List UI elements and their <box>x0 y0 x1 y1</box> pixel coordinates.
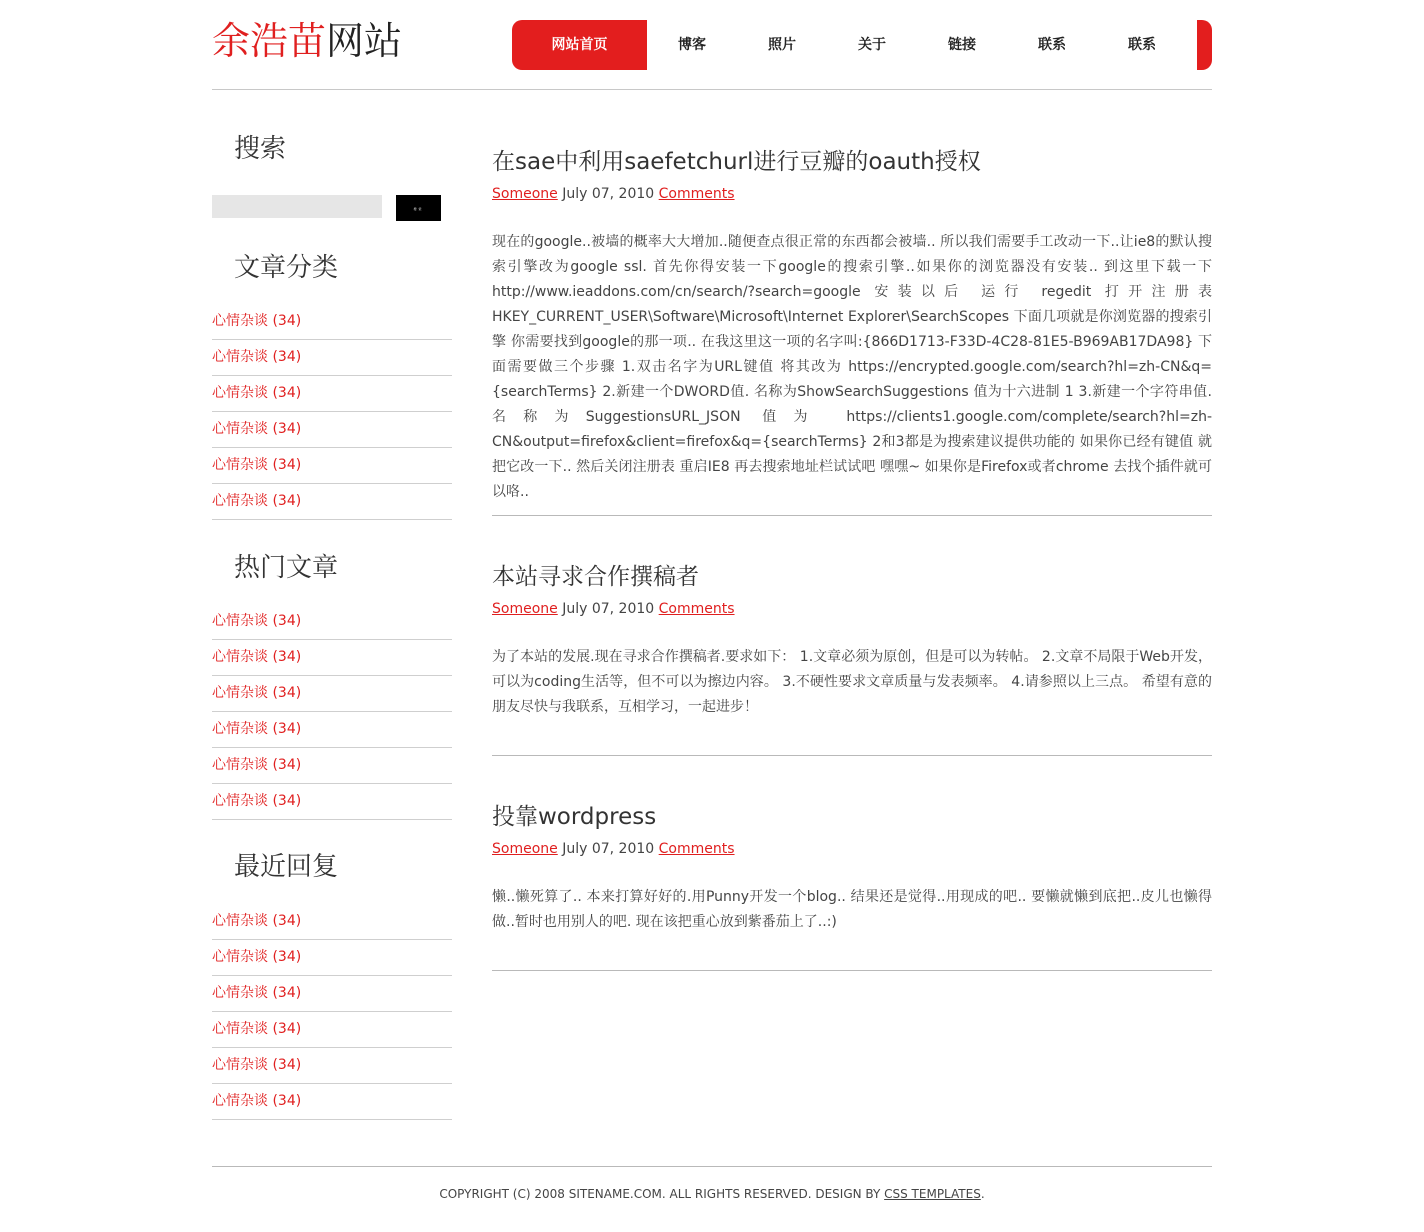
post-author-link[interactable]: Someone <box>492 841 558 857</box>
list-item[interactable] <box>212 712 452 748</box>
post-body: 为了本站的发展.现在寻求合作撰稿者.要求如下： 1.文章必须为原创，但是可以为转帖。 2.文章不局限于Web开发，可以为coding生活等，但不可以为擦边内容。 3.不硬性要求文章质量与发表频率。 4.请参照以上三点。 希望有意的朋友尽快与我联系，互相学习，一起进步！ <box>492 649 1212 715</box>
nav-item-contact[interactable]: 联系 <box>1038 37 1066 53</box>
category-link[interactable]: 心情杂谈 (34) <box>212 493 302 509</box>
nav-end-cap <box>1197 20 1212 70</box>
popular-link[interactable]: 心情杂谈 (34) <box>212 613 302 629</box>
list-item[interactable] <box>212 304 452 340</box>
post-date: July 07, 2010 <box>562 601 655 617</box>
post-date: July 07, 2010 <box>562 841 655 857</box>
search-title: 搜索 <box>234 134 287 164</box>
nav-item-home[interactable]: 网站首页 <box>512 20 647 70</box>
list-item[interactable] <box>212 784 452 820</box>
post-comments-link[interactable]: Comments <box>658 841 735 857</box>
post-comments-link[interactable]: Comments <box>658 186 735 202</box>
nav-item-photos[interactable]: 照片 <box>768 37 796 53</box>
list-item[interactable] <box>212 640 452 676</box>
search-input[interactable] <box>212 195 382 218</box>
list-item[interactable] <box>212 1084 452 1120</box>
nav-item-links[interactable]: 链接 <box>948 37 976 53</box>
nav-item-contact-2[interactable]: 联系 <box>1128 37 1156 53</box>
post-title[interactable]: 本站寻求合作撰稿者 <box>492 564 699 590</box>
main-nav <box>512 20 1212 70</box>
category-link[interactable]: 心情杂谈 (34) <box>212 457 302 473</box>
post-meta <box>492 841 735 857</box>
footer-divider <box>212 1166 1212 1167</box>
post-divider <box>492 970 1212 971</box>
popular-link[interactable]: 心情杂谈 (34) <box>212 685 302 701</box>
list-item[interactable] <box>212 904 452 940</box>
post-author-link[interactable]: Someone <box>492 601 558 617</box>
popular-list <box>212 604 452 820</box>
search-button-label: 搜索 <box>413 207 424 211</box>
post-meta <box>492 186 735 202</box>
footer-end: . <box>980 1187 985 1201</box>
post-divider <box>492 515 1212 516</box>
list-item[interactable] <box>212 412 452 448</box>
list-item[interactable] <box>212 940 452 976</box>
recent-link[interactable]: 心情杂谈 (34) <box>212 913 302 929</box>
popular-link[interactable]: 心情杂谈 (34) <box>212 757 302 773</box>
nav-item-about[interactable]: 关于 <box>858 37 886 53</box>
post-body: 现在的google..被墙的概率大大增加..随便查点很正常的东西都会被墙.. 所以我们需要手工改动一下..让ie8的默认搜索引擎改为google ssl. 首先你得安装一下google的搜索引擎..如果你的浏览器没有安装.. 到这里下载一下 http://www.ieaddons.com/cn/search/?search=google 安装以后 运行 regedit 打开注册表 HKEY_CURRENT_USER\Software\Microsoft\Internet Explorer\SearchScopes 下面几项就是你浏览器的搜索引擎 你需要找到google的那一项.. 在我这里这一项的名字叫:{866D1713-F33D-4C28-81E5-B969AB17DA98} 下面需要做三个步骤 1.双击名字为URL键值 将其改为 https://encrypted.google.com/search?hl=zh-CN&q={searchTerms} 2.新建一个DWORD值. 名称为ShowSearchSuggestions 值为十六进制 1 3.新建一个字符串值.名称为SuggestionsURL_JSON 值为 https://clients1.google.com/complete/search?hl=zh-CN&output=firefox&client=firefox&q={searchTerms} 2和3都是为搜索建议提供功能的 如果你已经有键值 就把它改一下.. 然后关闭注册表 重启IE8 再去搜索地址栏试试吧 嘿嘿~ 如果你是Firefox或者chrome 去找个插件就可以咯.. <box>492 234 1212 500</box>
category-link[interactable]: 心情杂谈 (34) <box>212 349 302 365</box>
footer-copyright: COPYRIGHT (C) 2008 SITENAME.COM. ALL RIGHTS RESERVED. DESIGN BY <box>439 1187 885 1201</box>
category-list <box>212 304 452 520</box>
post-date: July 07, 2010 <box>562 186 655 202</box>
post-body: 懒..懒死算了.. 本来打算好好的.用Punny开发一个blog.. 结果还是觉得..用现成的吧.. 要懒就懒到底把..皮儿也懒得做..暂时也用别人的吧. 现在该把重心放到紫番茄上了..:) <box>492 889 1212 930</box>
recent-link[interactable]: 心情杂谈 (34) <box>212 1021 302 1037</box>
logo-suffix: 网站 <box>326 19 403 63</box>
recent-title: 最近回复 <box>234 852 339 882</box>
post-divider <box>492 755 1212 756</box>
list-item[interactable] <box>212 340 452 376</box>
list-item[interactable] <box>212 604 452 640</box>
recent-list <box>212 904 452 1120</box>
post-meta <box>492 601 735 617</box>
category-link[interactable]: 心情杂谈 (34) <box>212 385 302 401</box>
post-title[interactable]: 投靠wordpress <box>492 804 657 830</box>
post-author-link[interactable]: Someone <box>492 186 558 202</box>
list-item[interactable] <box>212 376 452 412</box>
popular-link[interactable]: 心情杂谈 (34) <box>212 793 302 809</box>
category-link[interactable]: 心情杂谈 (34) <box>212 313 302 329</box>
list-item[interactable] <box>212 748 452 784</box>
recent-link[interactable]: 心情杂谈 (34) <box>212 1093 302 1109</box>
popular-link[interactable]: 心情杂谈 (34) <box>212 649 302 665</box>
logo-name: 余浩苗 <box>212 19 327 63</box>
recent-link[interactable]: 心情杂谈 (34) <box>212 1057 302 1073</box>
list-item[interactable] <box>212 1048 452 1084</box>
recent-link[interactable]: 心情杂谈 (34) <box>212 949 302 965</box>
header-divider <box>212 89 1212 90</box>
list-item[interactable] <box>212 484 452 520</box>
list-item[interactable] <box>212 448 452 484</box>
site-logo[interactable] <box>212 16 402 66</box>
list-item[interactable] <box>212 976 452 1012</box>
popular-link[interactable]: 心情杂谈 (34) <box>212 721 302 737</box>
popular-title: 热门文章 <box>234 553 339 583</box>
post-title[interactable]: 在sae中利用saefetchurl进行豆瓣的oauth授权 <box>492 149 981 175</box>
list-item[interactable] <box>212 676 452 712</box>
post-comments-link[interactable]: Comments <box>658 601 735 617</box>
categories-title: 文章分类 <box>234 253 339 283</box>
nav-item-blog[interactable]: 博客 <box>678 37 706 53</box>
footer <box>212 1187 1212 1201</box>
list-item[interactable] <box>212 1012 452 1048</box>
search-button[interactable] <box>396 195 441 221</box>
category-link[interactable]: 心情杂谈 (34) <box>212 421 302 437</box>
recent-link[interactable]: 心情杂谈 (34) <box>212 985 302 1001</box>
footer-design-link[interactable]: CSS TEMPLATES <box>884 1187 981 1201</box>
